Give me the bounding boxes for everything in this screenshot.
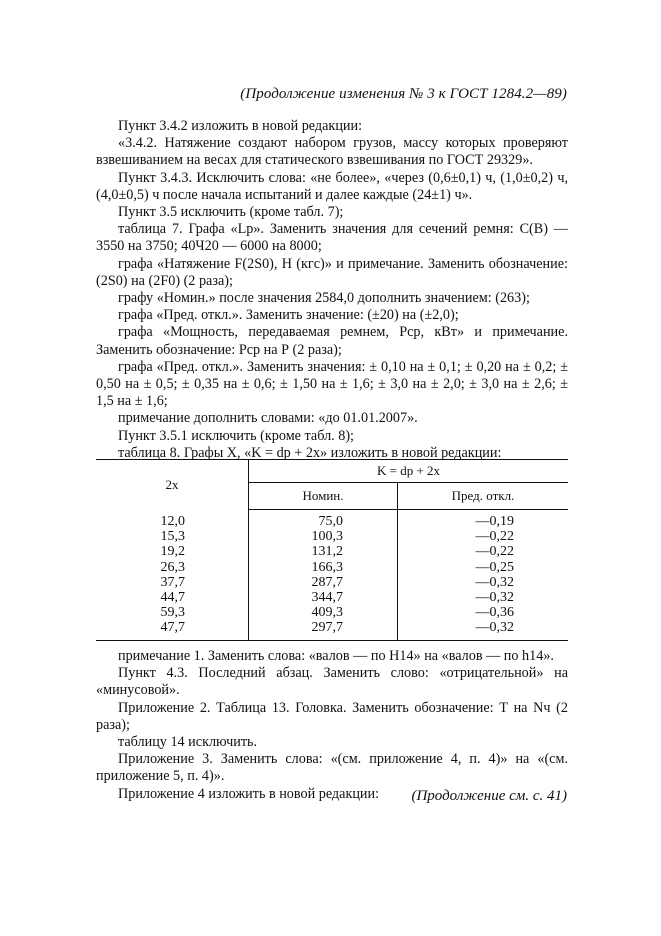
col-2x-header: 2x	[96, 460, 249, 510]
col-pred-otkl-header: Пред. откл.	[398, 483, 569, 510]
cell-nomin: 297,7	[249, 620, 398, 640]
paragraph: примечание дополнить словами: «до 01.01.2007».	[118, 410, 418, 427]
k-group-header: K = dр + 2x	[249, 460, 569, 483]
paragraph: графа «Пред. откл.». Заменить значения: ± 0,10 на ± 0,1; ± 0,20 на ± 0,2; ± 0,50 на ± 0,5; ± 0,35 на ± 0,6; ± 1,50 на ± 1,6; ± 3,0 на ± 2,0; ± 3,0 на ± 2,6; ± 1,5 на ± 1,6;	[96, 358, 568, 410]
cell-2x: 12,0	[96, 510, 249, 530]
paragraph: Пункт 3.4.2 изложить в новой редакции:	[118, 118, 363, 134]
cell-2x: 15,3	[96, 529, 249, 544]
table-8	[96, 459, 568, 641]
cell-2x: 44,7	[96, 590, 249, 605]
cell-nomin: 409,3	[249, 605, 398, 620]
cell-pred-otkl: —0,22	[475, 544, 514, 560]
paragraph: Пункт 3.5.1 исключить (кроме табл. 8);	[118, 427, 354, 444]
cell-pred-otkl: —0,32	[475, 590, 514, 606]
paragraph: «3.4.2. Натяжение создают набором грузов, массу которых проверяют взвешиванием на весах для статического взвешивания по ГОСТ 29329».	[96, 135, 568, 169]
cell-nomin: 131,2	[249, 544, 398, 559]
table-row	[96, 605, 568, 620]
paragraph: графа «Пред. откл.». Заменить значение: (±20) на (±2,0);	[118, 307, 459, 324]
cell-pred-otkl: —0,22	[475, 529, 514, 545]
table-row	[96, 620, 568, 640]
cell-nomin: 75,0	[249, 510, 398, 530]
paragraph: Пункт 3.5 исключить (кроме табл. 7);	[118, 204, 344, 221]
cell-2x: 19,2	[96, 544, 249, 559]
paragraph: таблицу 14 исключить.	[118, 734, 258, 751]
paragraph: Приложение 3. Заменить слова: «(см. приложение 4, п. 4)» на «(см. приложение 5, п. 4)».	[96, 751, 568, 785]
cell-pred-otkl: —0,32	[475, 574, 514, 590]
paragraph: Пункт 3.4.3. Исключить слова: «не более», «через (0,6±0,1) ч, (1,0±0,2) ч, (4,0±0,5) ч после начала испытаний и далее каждые (24±1) ч».	[96, 169, 568, 203]
paragraph: таблица 8. Графы X, «K = dр + 2x» изложить в новой редакции:	[118, 444, 502, 461]
table-row	[96, 590, 568, 605]
paragraph: графа «Мощность, передаваемая ремнем, Рср, кВт» и примечание. Заменить обозначение: Рср на Р (2 раза);	[96, 324, 568, 358]
cell-2x: 37,7	[96, 575, 249, 590]
table-row	[96, 529, 568, 544]
cell-nomin: 100,3	[249, 529, 398, 544]
body-text-top	[96, 118, 568, 462]
cell-pred-otkl: —0,32	[398, 620, 569, 640]
paragraph: Пункт 4.3. Последний абзац. Заменить слово: «отрицательной» на «минусовой».	[96, 665, 568, 699]
cell-2x: 47,7	[96, 620, 249, 640]
page-footer: (Продолжение см. с. 41)	[411, 788, 567, 804]
paragraph: Приложение 2. Таблица 13. Головка. Заменить обозначение: Т на Nч (2 раза);	[96, 699, 568, 733]
table-row	[96, 575, 568, 590]
cell-pred-otkl: —0,25	[475, 559, 514, 575]
paragraph: примечание 1. Заменить слова: «валов — по Н14» на «валов — по h14».	[118, 648, 554, 664]
cell-pred-otkl: —0,19	[475, 514, 514, 529]
cell-pred-otkl: —0,36	[475, 605, 514, 621]
cell-2x: 26,3	[96, 560, 249, 575]
body-text-bottom	[96, 648, 568, 803]
cell-nomin: 344,7	[249, 590, 398, 605]
table-row	[96, 510, 568, 530]
cell-nomin: 166,3	[249, 560, 398, 575]
table-row	[96, 544, 568, 559]
page-header: (Продолжение изменения № 3 к ГОСТ 1284.2—89)	[240, 86, 567, 102]
table-row	[96, 560, 568, 575]
cell-nomin: 287,7	[249, 575, 398, 590]
paragraph: Приложение 4 изложить в новой редакции:	[118, 785, 380, 802]
paragraph: таблица 7. Графа «Lр». Заменить значения для сечений ремня: С(В) — 3550 на 3750; 40Ч20 — 6000 на 8000;	[96, 221, 568, 255]
paragraph: графа «Натяжение F(2S0), Н (кгс)» и примечание. Заменить обозначение: (2S0) на (2F0) (2 раза);	[96, 255, 568, 289]
col-nomin-header: Номин.	[249, 483, 398, 510]
paragraph: графу «Номин.» после значения 2584,0 дополнить значением: (263);	[118, 290, 530, 307]
cell-2x: 59,3	[96, 605, 249, 620]
